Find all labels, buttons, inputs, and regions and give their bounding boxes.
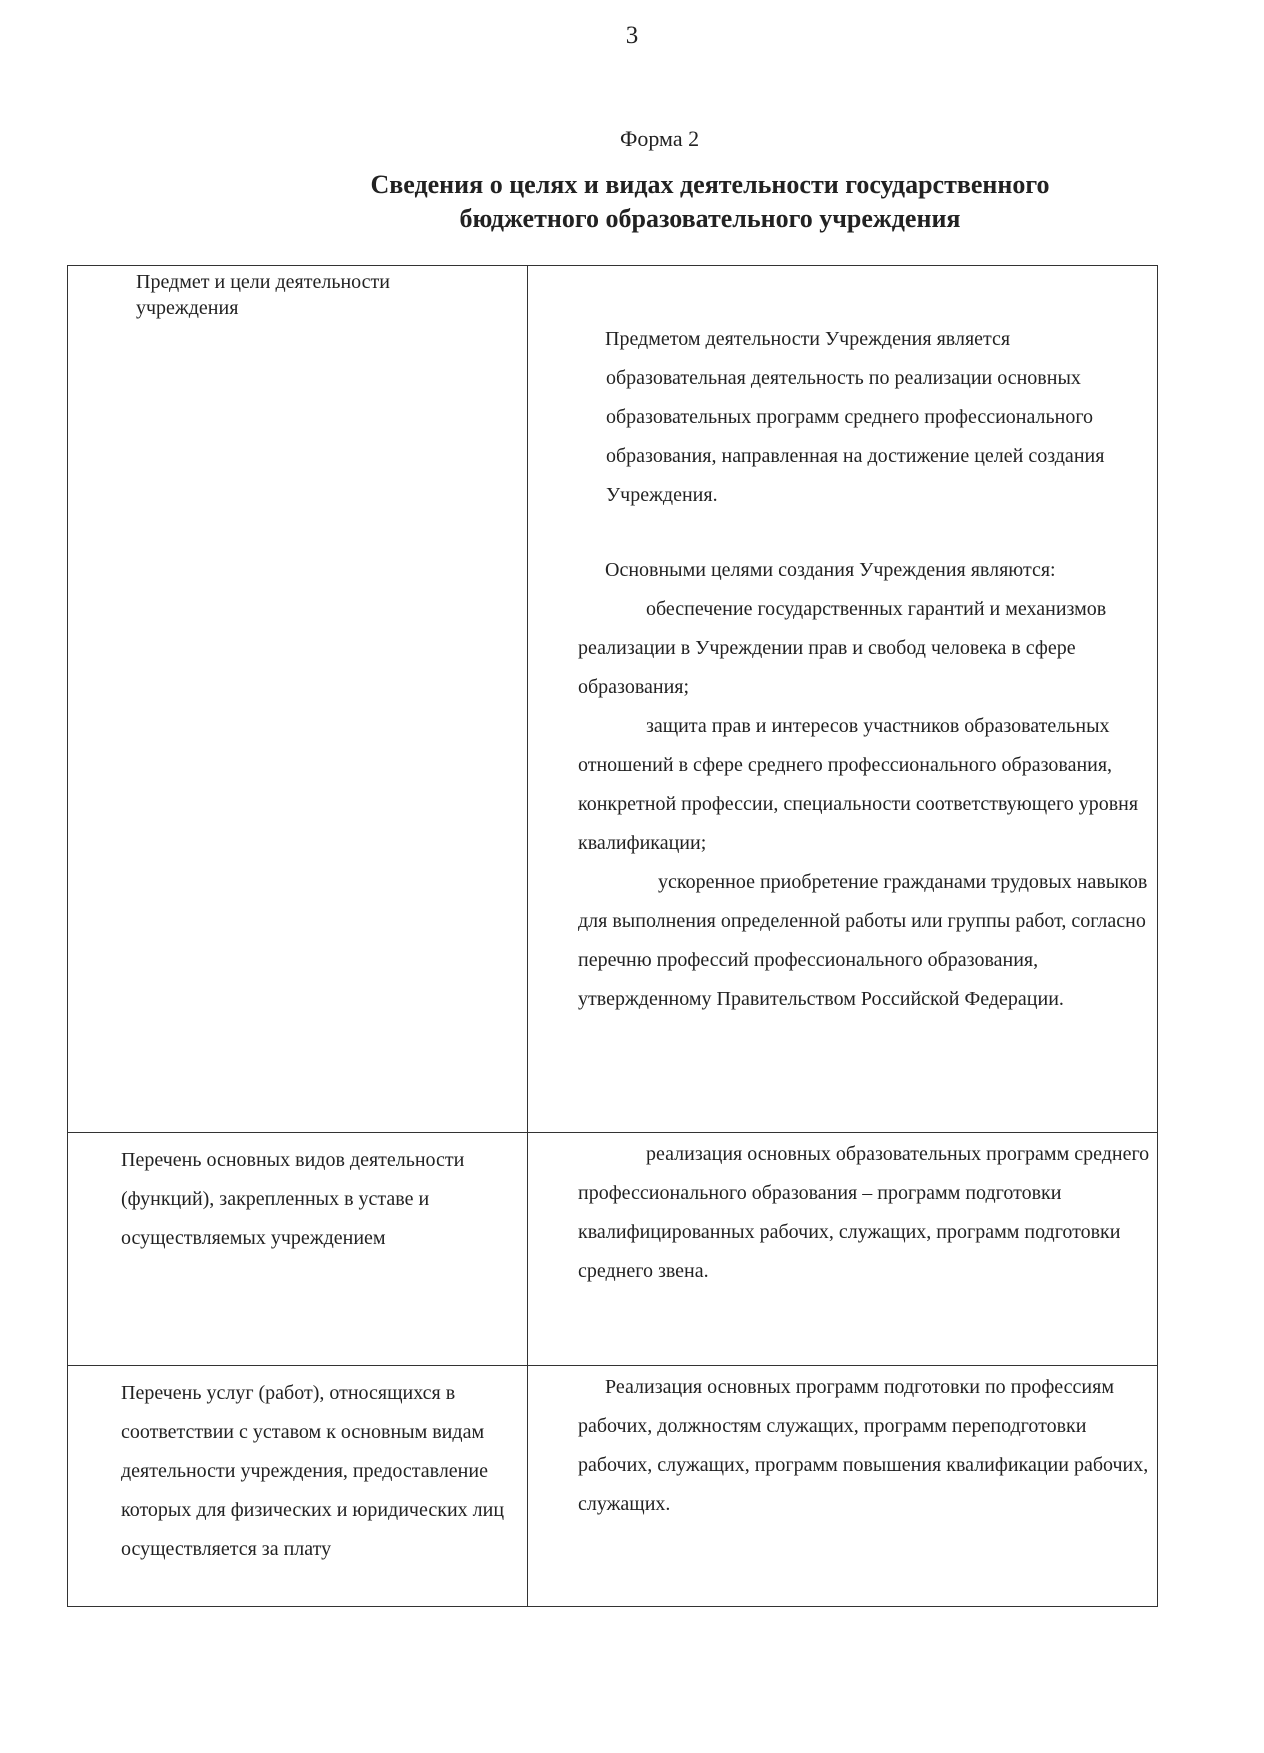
document-title-line-1: Сведения о целях и видах деятельности государственного [370,170,1050,199]
form-label: Форма 2 [620,126,700,151]
main-activities-text: реализация основных образовательных программ среднего профессионального образования – программ подготовки квалифицированных рабочих, служащих, программ подготовки среднего звена. [578,1143,1150,1282]
row-label-paid-services: Перечень услуг (работ), относящихся в соответствии с уставом к основным видам деятельности учреждения, предоставление которых для физических и юридических лиц осуществляется за плату [121,1382,505,1560]
row-label-cell [68,1133,528,1366]
table-row [68,266,1158,1133]
paid-services-text: Реализация основных программ подготовки по профессиям рабочих, должностям служащих, программ переподготовки рабочих, служащих, программ повышения квалификации рабочих, служащих. [578,1376,1149,1515]
row-content-cell [528,1133,1158,1366]
page-number: 3 [625,22,639,49]
table-row [68,1133,1158,1366]
row-label-cell [68,1366,528,1607]
table-row [68,1366,1158,1607]
goal-item-1: обеспечение государственных гарантий и механизмов реализации в Учреждении прав и свобод человека в сфере образования; [578,598,1107,698]
row-content-cell [528,266,1158,1133]
subject-intro: Предметом деятельности Учреждения является [605,328,1011,350]
main-activities-content [528,1133,1157,1291]
row-label-subject-goals: Предмет и цели деятельности учреждения [136,271,390,319]
document-title-line-2: бюджетного образовательного учреждения [459,204,961,233]
goal-item-2: защита прав и интересов участников образовательных отношений в сфере среднего профессионального образования, конкретной профессии, специальности соответствующего уровня квалификации; [578,715,1139,854]
row-label-main-activities: Перечень основных видов деятельности (функций), закрепленных в уставе и осуществляемых учреждением [121,1149,465,1249]
activities-table [67,265,1158,1607]
row-content-cell [528,1366,1158,1607]
subject-body: образовательная деятельность по реализации основных образовательных программ среднего профессионального образования, направленная на достижение целей создания Учреждения. [606,367,1105,506]
goals-intro: Основными целями создания Учреждения являются: [605,559,1056,581]
document-title [250,168,1170,236]
subject-goals-content [528,266,1157,1019]
goal-item-3: ускоренное приобретение гражданами трудовых навыков для выполнения определенной работы или группы работ, согласно перечню профессий профессионального образования, утвержденному Правительством Российской Федерации. [578,871,1148,1010]
paid-services-content [528,1366,1157,1524]
row-label-cell [68,266,528,1133]
